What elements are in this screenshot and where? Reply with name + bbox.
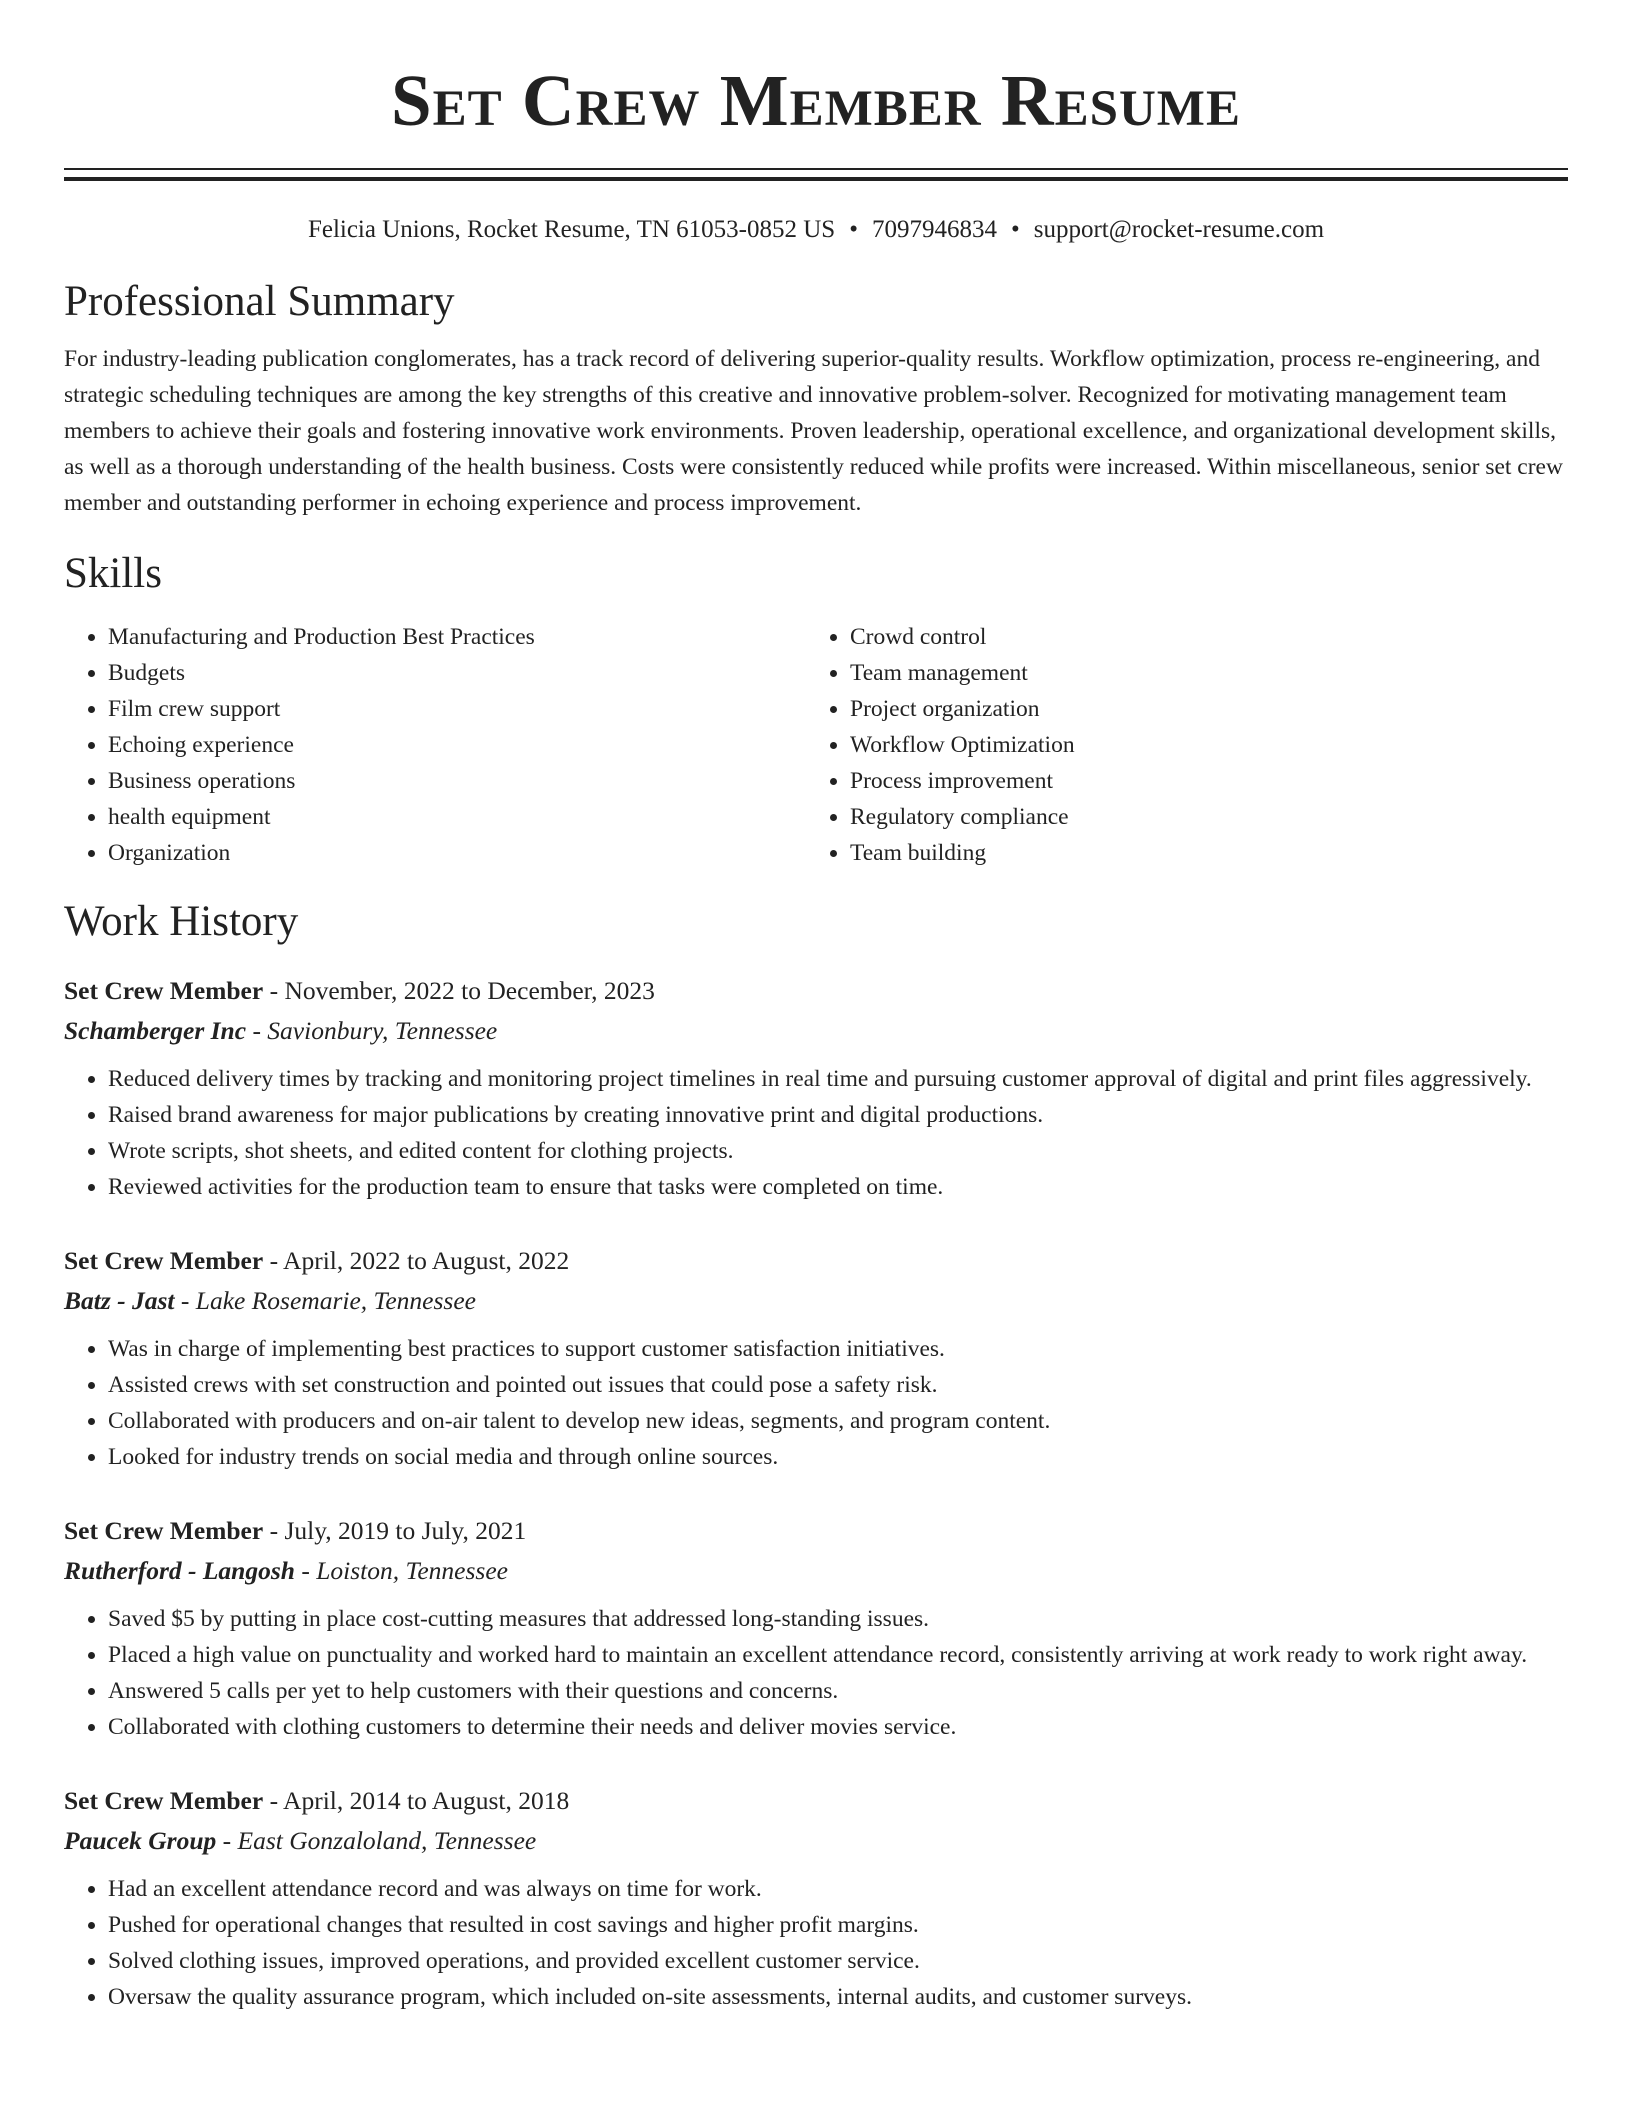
skills-list-left xyxy=(64,619,806,871)
title-rule-thin xyxy=(64,168,1568,170)
job-entry xyxy=(64,1511,1568,1745)
job-bullet: • Was in charge of implementing best practices to support customer satisfaction initiatives. xyxy=(108,1331,1568,1367)
company-location: - Loiston, Tennessee xyxy=(294,1556,508,1585)
company-location: - Lake Rosemarie, Tennessee xyxy=(174,1286,476,1315)
job-dates: - July, 2019 to July, 2021 xyxy=(263,1516,527,1545)
job-bullet: • Saved $5 by putting in place cost-cutting measures that addressed long-standing issues. xyxy=(108,1601,1568,1637)
job-title: Set Crew Member xyxy=(64,976,264,1005)
contact-separator: • xyxy=(849,216,858,243)
job-title-line xyxy=(64,1781,1568,1821)
skill-item: • Organization xyxy=(108,835,806,871)
company-line xyxy=(64,1011,1568,1051)
job-dates: - April, 2014 to August, 2018 xyxy=(263,1786,570,1815)
skills-heading: Skills xyxy=(64,550,162,597)
skill-item: • Echoing experience xyxy=(108,727,806,763)
contact-line xyxy=(64,213,1568,247)
job-bullets xyxy=(64,1061,1568,1205)
job-title-line xyxy=(64,1241,1568,1281)
skill-item: • Business operations xyxy=(108,763,806,799)
company-name: Batz - Jast xyxy=(64,1286,175,1315)
contact-address: Felicia Unions, Rocket Resume, TN 61053-0852 US xyxy=(307,216,836,243)
skill-item: • Project organization xyxy=(850,691,1548,727)
job-bullet: • Pushed for operational changes that resulted in cost savings and higher profit margins. xyxy=(108,1907,1568,1943)
job-title: Set Crew Member xyxy=(64,1786,264,1815)
job-bullets xyxy=(64,1331,1568,1475)
contact-email: support@rocket-resume.com xyxy=(1033,216,1325,243)
skills-columns xyxy=(64,619,1568,871)
job-entry xyxy=(64,1241,1568,1475)
resume-title: Set Crew Member Resume xyxy=(391,60,1241,141)
summary-heading: Professional Summary xyxy=(64,278,455,325)
company-name: Schamberger Inc xyxy=(64,1016,247,1045)
contact-separator: • xyxy=(1010,216,1020,243)
job-dates: - November, 2022 to December, 2023 xyxy=(263,976,655,1005)
summary-text: For industry-leading publication conglomerates, has a track record of delivering superior-quality results. Workflow optimization, process re-engineering, and strategic scheduling techniques are among the key strengths of this creative and innovative problem-solver. Recognized for motivating management team members to achieve their goals and fostering innovative work environments. Proven leadership, operational excellence, and organizational development skills, as well as a thorough understanding of the health business. Costs were consistently reduced while profits were increased. Within miscellaneous, senior set crew member and outstanding performer in echoing experience and process improvement. xyxy=(64,346,1563,516)
job-bullet: • Looked for industry trends on social media and through online sources. xyxy=(108,1439,1568,1475)
job-bullet: • Oversaw the quality assurance program, which included on-site assessments, internal audits, and customer surveys. xyxy=(108,1979,1568,2015)
skill-item: • Budgets xyxy=(108,655,806,691)
job-bullet: • Answered 5 calls per yet to help customers with their questions and concerns. xyxy=(108,1673,1568,1709)
company-location: - Savionbury, Tennessee xyxy=(246,1016,498,1045)
company-location: - East Gonzaloland, Tennessee xyxy=(216,1826,537,1855)
job-entry xyxy=(64,1781,1568,2015)
job-bullet: • Reviewed activities for the production team to ensure that tasks were completed on time. xyxy=(108,1169,1568,1205)
job-title: Set Crew Member xyxy=(64,1516,264,1545)
skill-item: • Manufacturing and Production Best Practices xyxy=(108,619,806,655)
job-bullet: • Raised brand awareness for major publications by creating innovative print and digital productions. xyxy=(108,1097,1568,1133)
skills-list-right xyxy=(806,619,1548,871)
job-bullet: • Assisted crews with set construction and pointed out issues that could pose a safety risk. xyxy=(108,1367,1568,1403)
job-bullet: • Solved clothing issues, improved operations, and provided excellent customer service. xyxy=(108,1943,1568,1979)
job-bullets xyxy=(64,1601,1568,1745)
skill-item: • health equipment xyxy=(108,799,806,835)
job-bullet: • Placed a high value on punctuality and worked hard to maintain an excellent attendance record, consistently arriving at work ready to work right away. xyxy=(108,1637,1568,1673)
job-title: Set Crew Member xyxy=(64,1246,264,1275)
skill-item: • Team management xyxy=(850,655,1548,691)
job-bullets xyxy=(64,1871,1568,2015)
work-history-heading: Work History xyxy=(64,898,299,945)
title-rule-thick xyxy=(64,177,1568,181)
skill-item: • Team building xyxy=(850,835,1548,871)
company-line xyxy=(64,1821,1568,1861)
resume-page xyxy=(64,0,1568,2015)
contact-phone: 7097946834 xyxy=(871,216,997,243)
skill-item: • Workflow Optimization xyxy=(850,727,1548,763)
job-bullet: • Had an excellent attendance record and was always on time for work. xyxy=(108,1871,1568,1907)
job-bullet: • Collaborated with clothing customers to determine their needs and deliver movies service. xyxy=(108,1709,1568,1745)
job-bullet: • Collaborated with producers and on-air talent to develop new ideas, segments, and program content. xyxy=(108,1403,1568,1439)
skill-item: • Process improvement xyxy=(850,763,1548,799)
job-entry xyxy=(64,971,1568,1205)
job-bullet: • Wrote scripts, shot sheets, and edited content for clothing projects. xyxy=(108,1133,1568,1169)
skill-item: • Crowd control xyxy=(850,619,1548,655)
job-bullet: • Reduced delivery times by tracking and monitoring project timelines in real time and pursuing customer approval of digital and print files aggressively. xyxy=(108,1061,1568,1097)
company-name: Paucek Group xyxy=(64,1826,217,1855)
skill-item: • Film crew support xyxy=(108,691,806,727)
skill-item: • Regulatory compliance xyxy=(850,799,1548,835)
company-line xyxy=(64,1281,1568,1321)
job-title-line xyxy=(64,971,1568,1011)
company-name: Rutherford - Langosh xyxy=(64,1556,295,1585)
company-line xyxy=(64,1551,1568,1591)
job-title-line xyxy=(64,1511,1568,1551)
job-dates: - April, 2022 to August, 2022 xyxy=(263,1246,570,1275)
